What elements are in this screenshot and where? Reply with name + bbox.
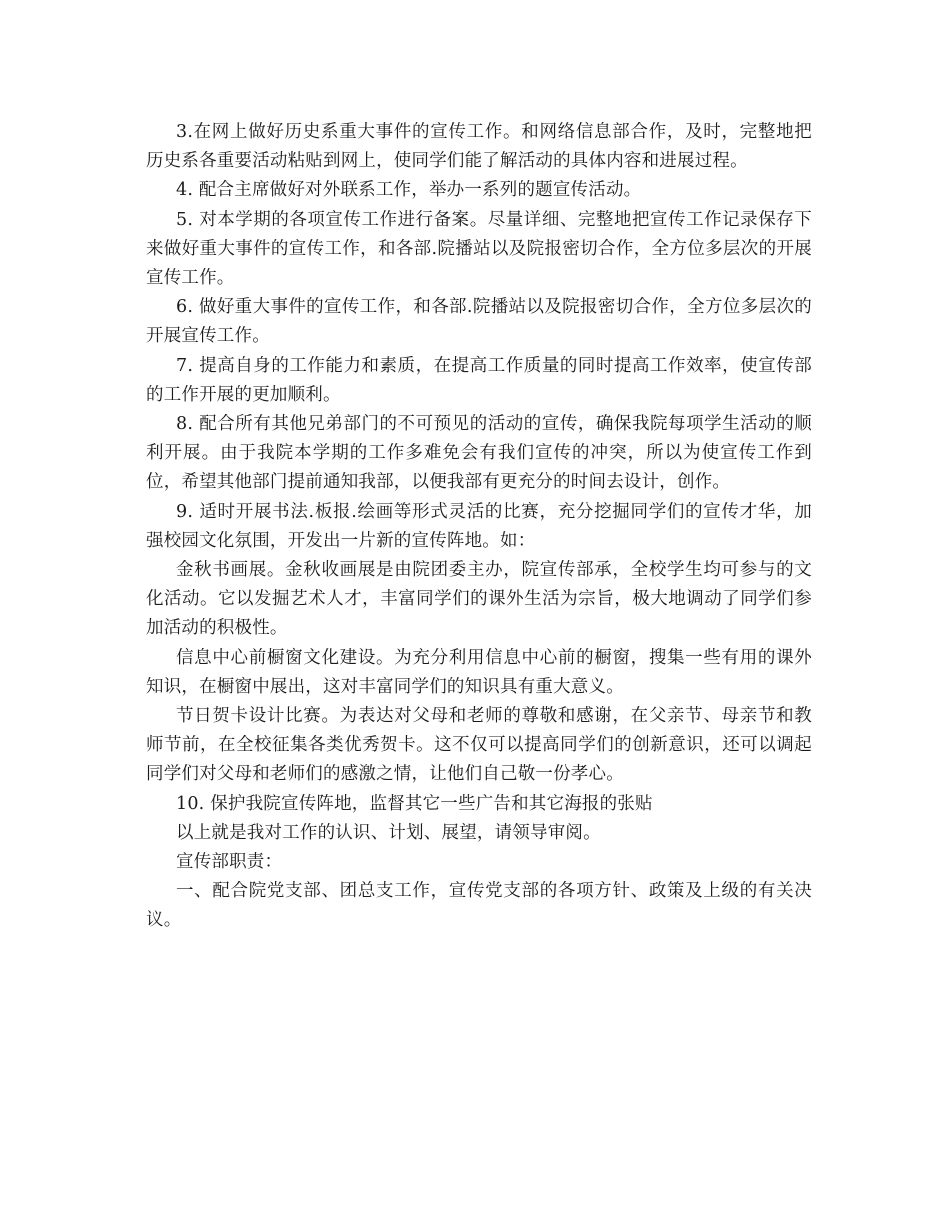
- paragraph-calligraphy-exhibition: 金秋书画展。金秋收画展是由院团委主办，院宣传部承，全校学生均可参与的文化活动。它以发掘艺术人才，丰富同学们的课外生活为宗旨，极大地调动了同学们参加活动的积极性。: [146, 560, 812, 639]
- paragraph-item-6: 6. 做好重大事件的宣传工作，和各部.院播站以及院报密切合作，全方位多层次的开展宣传工作。: [146, 297, 812, 347]
- document-page: [146, 118, 812, 936]
- paragraph-item-7: 7. 提高自身的工作能力和素质，在提高工作质量的同时提高工作效率，使宣传部的工作开展的更加顺利。: [146, 355, 812, 405]
- paragraph-duty-1: 一、配合院党支部、团总支工作，宣传党支部的各项方针、政策及上级的有关决议。: [146, 881, 812, 931]
- paragraph-showcase-culture: 信息中心前橱窗文化建设。为充分利用信息中心前的橱窗，搜集一些有用的课外知识，在橱窗中展出，这对丰富同学们的知识具有重大意义。: [146, 647, 812, 697]
- paragraph-item-3: 3.在网上做好历史系重大事件的宣传工作。和网络信息部合作，及时，完整地把历史系各重要活动粘贴到网上，使同学们能了解活动的具体内容和进展过程。: [146, 122, 812, 172]
- paragraph-item-5: 5. 对本学期的各项宣传工作进行备案。尽量详细、完整地把宣传工作记录保存下来做好重大事件的宣传工作，和各部.院播站以及院报密切合作，全方位多层次的开展宣传工作。: [146, 209, 812, 289]
- paragraph-item-4: 4. 配合主席做好对外联系工作，举办一系列的题宣传活动。: [176, 180, 642, 201]
- paragraph-item-10: 10. 保护我院宣传阵地，监督其它一些广告和其它海报的张贴: [176, 793, 653, 814]
- paragraph-item-8: 8. 配合所有其他兄弟部门的不可预见的活动的宣传，确保我院每项学生活动的顺利开展。由于我院本学期的工作多难免会有我们宣传的冲突，所以为使宣传工作到位，希望其他部门提前通知我部，以便我部有更充分的时间去设计，创作。: [146, 414, 812, 493]
- paragraph-greeting-card-contest: 节日贺卡设计比赛。为表达对父母和老师的尊敬和感谢，在父亲节、母亲节和教师节前，在全校征集各类优秀贺卡。这不仅可以提高同学们的创新意识，还可以调起同学们对父母和老师们的感激之情，让他们自己敬一份孝心。: [146, 706, 812, 785]
- paragraph-item-9: 9. 适时开展书法.板报.绘画等形式灵活的比赛，充分挖掘同学们的宣传才华，加强校园文化氛围，开发出一片新的宣传阵地。如：: [146, 501, 812, 551]
- section-heading-duties: 宣传部职责：: [176, 852, 283, 873]
- paragraph-closing: 以上就是我对工作的认识、计划、展望，请领导审阅。: [176, 822, 601, 843]
